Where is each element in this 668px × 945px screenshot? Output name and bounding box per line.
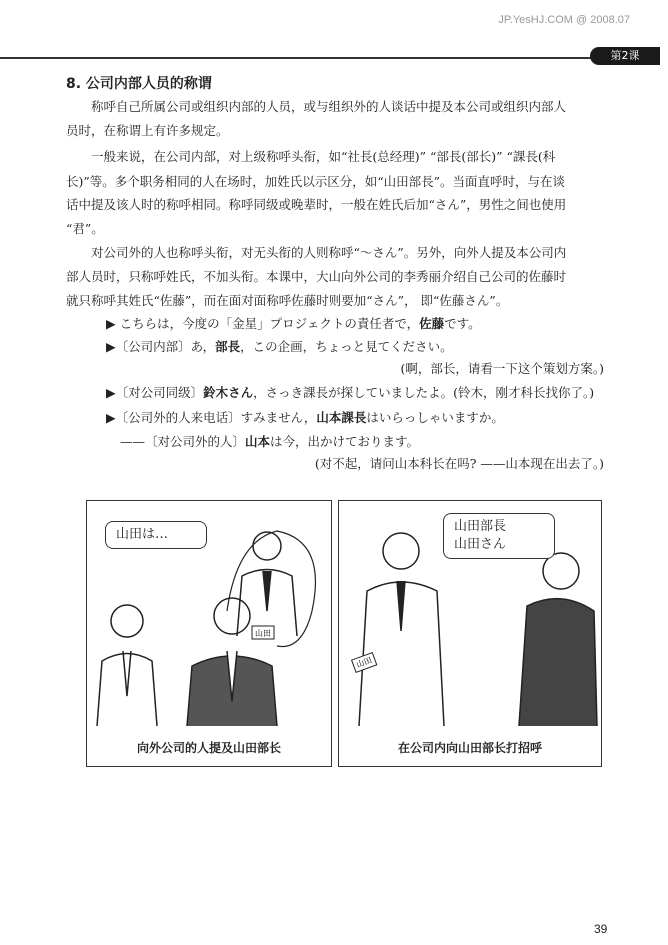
translation: (对不起，请问山本科长在吗? ——山本现在出去了。) (314, 456, 604, 471)
example: ▶ こちらは，今度の「金星」プロジェクトの責任者で，佐藤です。 (106, 316, 481, 331)
example: ▶〔公司外的人来电话〕すみません，山本課長はいらっしゃいますか。 (106, 410, 504, 425)
body-line: 员时，在称谓上有许多规定。 (66, 123, 229, 138)
speech-bubble (443, 513, 555, 559)
name-badge: 山田 (255, 629, 271, 638)
caption: 向外公司的人提及山田部长 (136, 741, 281, 755)
body-line: “君”。 (66, 221, 104, 236)
section-heading: 8. 公司内部人员的称谓 (66, 76, 212, 92)
page-number: 39 (594, 922, 608, 936)
bubble-text: 山田さん (454, 537, 507, 552)
example: ▶〔公司内部〕あ，部長，この企画，ちょっと見てください。 (106, 339, 453, 354)
illustration-panel-left (86, 500, 332, 767)
body-line: 对公司外的人也称呼头衔，对无头衔的人则称呼“～さん”。另外，向外人提及本公司内 (66, 245, 567, 260)
bubble-text: 山田は… (116, 527, 169, 542)
body-line: 话中提及该人时的称呼相同。称呼同级或晚辈时，一般在姓氏后加“さん”，男性之间也使用 (66, 197, 567, 212)
body-line: 部人员时，只称呼姓氏，不加头衔。本课中，大山向外公司的李秀丽介绍自己公司的佐藤时 (66, 269, 567, 284)
body-line: 一般来说，在公司内部，对上级称呼头衔，如“社長(总经理)” “部長(部长)” “課長(科 (66, 149, 556, 164)
name-badge: 山田 (355, 655, 374, 670)
header-rule (0, 57, 658, 59)
body-line: 长)”等。多个职务相同的人在场时，加姓氏以示区分，如“山田部長”。当面直呼时，与在谈 (66, 174, 566, 189)
watermark: JP.YesHJ.COM @ 2008.07 (498, 14, 630, 26)
example: ——〔对公司外的人〕山本は今，出かけております。 (120, 434, 420, 449)
bubble-text: 山田部長 (454, 519, 507, 534)
speech-bubble (105, 521, 207, 549)
body-line: 称呼自己所属公司或组织内部的人员，或与组织外的人谈话中提及本公司或组织内部人 (66, 99, 567, 114)
lesson-tab: 第2课 (590, 47, 660, 65)
illustration-panel-right (338, 500, 602, 767)
example: ▶〔对公司同级〕鈴木さん，さっき課長が探していましたよ。(铃木，刚才科长找你了。) (106, 385, 595, 400)
caption: 在公司内向山田部长打招呼 (397, 741, 542, 755)
translation: (啊，部长，请看一下这个策划方案。) (400, 361, 604, 376)
body-line: 就只称呼其姓氏“佐藤”，而在面对面称呼佐藤时则要加“さん”， 即“佐藤さん”。 (66, 293, 509, 308)
